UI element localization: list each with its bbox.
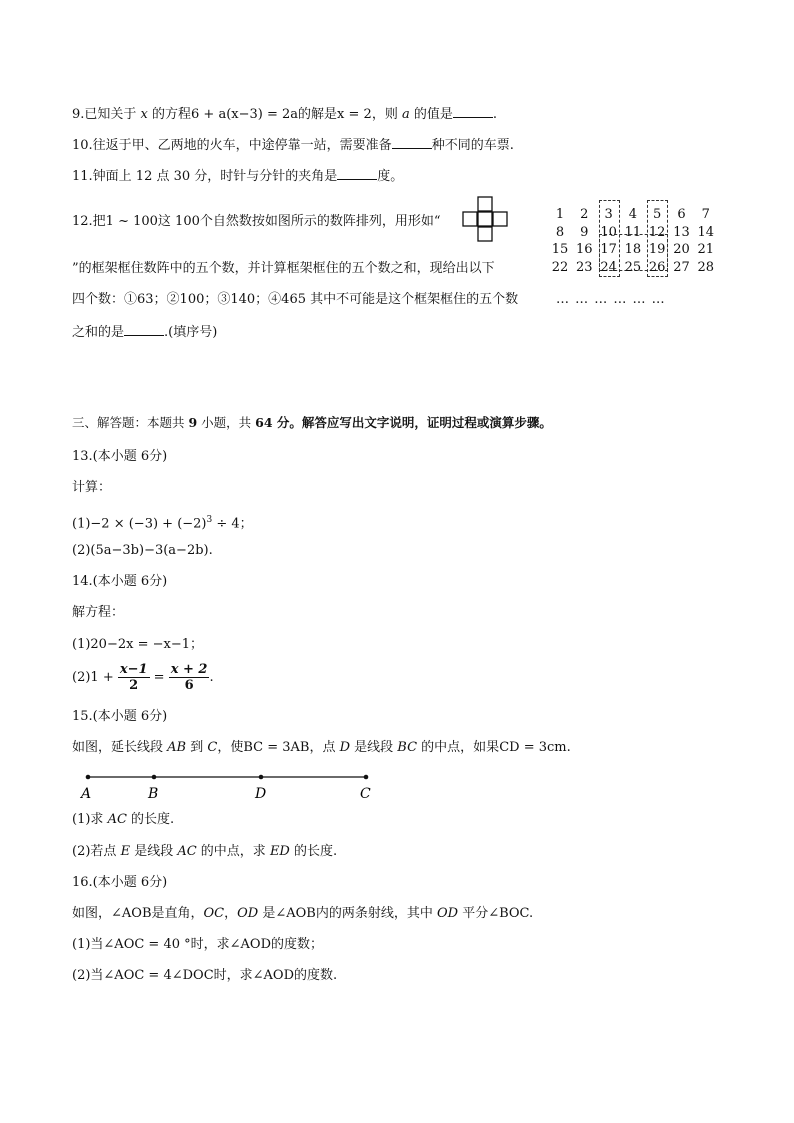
q9-text: 9.已知关于 [72,107,141,122]
label-a: A [81,786,92,802]
grid-cell: 10 [600,224,617,240]
q15-statement [72,740,571,756]
grid-cell: 6 [677,207,686,222]
section3-score: 64 [255,415,273,430]
grid-cell: 9 [580,224,589,240]
question-12-line4 [72,324,217,341]
q9-text3: 的解是 [298,107,338,122]
grid-cell: 18 [624,242,642,257]
q15-title: 15.(本小题 6分) [72,709,168,724]
section3-text2: 小题，共 [197,415,256,430]
q10-text: 10.往返于甲、乙两地的火车，中途停靠一站，需要准备 [72,138,392,153]
q16-od2: OD [436,906,459,921]
q12-line4-end: .(填序号) [164,325,218,340]
q9-equation: 6 + a(x−3) = 2a [191,107,299,122]
cross-frame-icon [462,196,510,244]
q9-text4: ，则 [371,107,402,122]
q13-p1-exponent: 3 [206,515,213,525]
question-9 [72,106,497,123]
grid-ellipsis: … … … … … … [556,292,666,307]
q14-fraction-1 [118,662,150,693]
q12-line4-text: 之和的是 [72,325,125,340]
q15-text6: 的中点，如果 [417,740,500,755]
q15-text: 如图，延长线段 [72,740,168,755]
q15-p2-text3: 的中点，求 [196,844,270,859]
q13-p1-text: (1)−2 × (−3) + (−2) [72,516,207,532]
question-12-line1 [72,214,441,230]
q15-p2-e: E [120,844,131,859]
q14-f2-denominator: 6 [184,678,194,693]
section-3-header [72,415,552,431]
q14-fraction-2 [169,662,210,693]
q16-part2: (2)当∠AOC = 4∠DOC时，求∠AOD的度数. [72,968,338,983]
grid-cell: 3 [604,207,613,222]
section3-text3: 分。解答应写出文字说明，证明过程或演算步骤。 [272,415,552,430]
q16-text2: ， [224,906,238,921]
grid-cell: 23 [576,259,593,275]
question-12-line2 [72,261,495,277]
q11-text: 11.钟面上 12 点 30 分，时针与分针的夹角是 [72,169,338,184]
q9-text2: 的方程 [147,107,192,122]
point-c [364,775,369,780]
q14-p2-text: (2)1 + [72,670,118,685]
q15-text5: 是线段 [350,740,398,755]
q15-part2 [72,844,337,860]
grid-cell: 13 [673,224,690,240]
q15-p1-ac: AC [107,812,127,827]
q12-line3-text: 四个数：①63；②100；③140；④465 其中不可能是这个框架框住的五个数 [72,292,519,307]
grid-cell: 11 [624,224,642,240]
q16-text3: 是∠AOB内的两条射线，其中 [258,906,437,921]
q15-p2-text4: 的长度. [289,844,338,859]
q16-text4: 平分∠BOC. [458,906,534,921]
q9-answer-blank[interactable] [453,106,493,118]
q14-title: 14.(本小题 6分) [72,574,168,589]
q15-c: C [207,740,218,755]
point-a [86,775,91,780]
q12-line2-text: ”的框架框住数阵中的五个数，并计算框架框住的五个数之和，现给出以下 [72,261,495,276]
grid-cell: 16 [576,242,593,257]
q14-intro: 解方程： [72,605,125,620]
section3-text: 三、解答题：本题共 [72,415,189,430]
q14-part2 [72,660,214,696]
q11-answer-blank[interactable] [337,168,377,180]
q9-end: . [492,107,497,122]
grid-cell: 8 [555,224,565,240]
grid-cell: 19 [648,242,666,257]
grid-cell: 4 [628,207,638,222]
q15-cd: CD = 3cm [499,740,567,755]
q16-oc: OC [203,906,225,921]
grid-cell: 25 [624,259,642,275]
q14-f1-numerator: x−1 [119,662,148,677]
q16-od: OD [237,906,259,921]
q15-text2: 到 [186,740,208,755]
question-10 [72,137,514,154]
q16-text: 如图，∠AOB是直角， [72,906,204,921]
q10-text2: 种不同的车票. [431,138,514,153]
q15-text4: ，点 [309,740,340,755]
q15-p2-text: (2)若点 [72,844,121,859]
q13-title: 13.(本小题 6分) [72,449,168,464]
q15-bc-3ab: BC = 3AB [243,740,310,755]
q14-f1-denominator: 2 [129,678,139,693]
q11-text2: 度。 [377,169,404,184]
label-d: D [255,786,267,802]
grid-cell: 7 [701,207,710,222]
q9-var: x [140,107,148,122]
q13-p1-text2: ÷ 4； [212,516,253,532]
q13-part2: (2)(5a−3b)−3(a−2b). [72,543,213,558]
q15-p1-text: (1)求 [72,812,108,827]
q15-part1 [72,812,174,828]
q9-var2: a [401,107,410,122]
label-c: C [360,786,371,802]
segment-diagram [78,768,378,804]
q12-answer-blank[interactable] [124,324,164,336]
grid-cell: 5 [653,207,662,222]
q15-d: D [339,740,351,755]
q13-intro: 计算： [72,480,112,495]
q10-answer-blank[interactable] [392,137,432,149]
point-d [259,775,264,780]
question-11 [72,168,403,185]
point-b [152,775,157,780]
q16-part1: (1)当∠AOC = 40 °时，求∠AOD的度数； [72,937,323,952]
grid-cell: 27 [673,259,690,275]
q15-p2-text2: 是线段 [130,844,178,859]
grid-cell: 20 [673,242,690,257]
q15-p2-ed: ED [269,844,290,859]
q14-equals: = [149,670,169,685]
q15-ab: AB [167,740,187,755]
section3-count: 9 [188,415,198,430]
label-b: B [148,786,159,802]
grid-cell: 12 [648,224,666,240]
grid-cell: 24 [600,259,617,275]
grid-cell: 21 [697,242,715,257]
q12-line1-text: 12.把1 ~ 100这 100个自然数按如图所示的数阵排列，用形如“ [72,214,441,229]
q15-p2-ac: AC [177,844,197,859]
grid-cell: 26 [648,259,666,275]
q13-part1 [72,512,253,532]
q14-part1: (1)20−2x = −x−1； [72,637,203,652]
q9-solution: x = 2 [337,107,372,122]
q9-text5: 的值是 [409,107,453,122]
q14-f2-numerator: x + 2 [170,662,208,677]
grid-cell: 15 [551,242,569,257]
grid-cell: 14 [697,224,715,240]
grid-cell: 28 [697,259,715,275]
q15-text3: ，使 [217,740,244,755]
q16-title: 16.(本小题 6分) [72,875,168,890]
question-12-line3 [72,292,518,308]
q15-bc: BC [397,740,418,755]
grid-cell: 1 [555,207,565,222]
q14-end: . [209,670,214,685]
grid-cell: 17 [600,242,617,257]
grid-cell: 22 [551,259,569,275]
q16-statement [72,906,533,922]
q15-end: . [566,740,571,755]
q15-p1-text2: 的长度. [126,812,175,827]
grid-cell: 2 [580,207,589,222]
